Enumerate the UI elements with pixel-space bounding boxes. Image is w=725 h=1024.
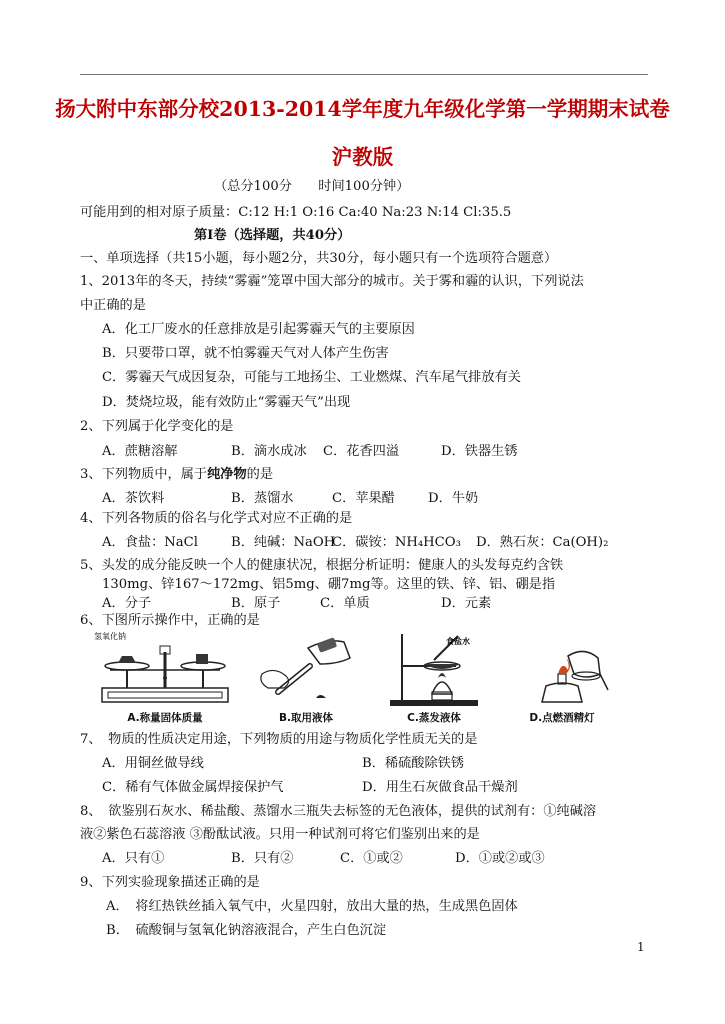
fig-a-caption: A.称量固体质量 [127, 712, 203, 724]
fig-d-caption: D.点燃酒精灯 [529, 712, 595, 724]
q3-option-c: C．苹果醋 [332, 491, 395, 506]
q2-option-b: B．滴水成冰 [231, 444, 307, 459]
q2-stem: 2、下列属于化学变化的是 [80, 419, 234, 434]
q7-option-a: A．用铜丝做导线 [102, 756, 204, 771]
q5-stem-line1: 5、头发的成分能反映一个人的健康状况，根据分析证明：健康人的头发每克约含铁 [80, 558, 564, 573]
section-instructions: 一、单项选择（共15小题，每小题2分，共30分，每小题只有一个选项符合题意） [80, 251, 558, 266]
q3-option-d: D．牛奶 [428, 491, 479, 506]
exam-subtitle: 沪教版 [331, 145, 394, 169]
fig-c-label: 食盐水 [446, 637, 470, 646]
q3-stem [80, 466, 273, 484]
q3-stem-pre: 3、下列物质中，属于 [80, 467, 208, 482]
q4-option-d: D．熟石灰：Ca(OH)₂ [476, 535, 609, 550]
q1-option-b: B．只要带口罩，就不怕雾霾天气对人体产生伤害 [102, 346, 389, 361]
q8-option-a: A．只有① [102, 851, 165, 866]
q3-stem-post: 的是 [246, 467, 274, 482]
q1-option-c: C．雾霾天气成因复杂，可能与工地扬尘、工业燃煤、汽车尾气排放有关 [102, 370, 521, 385]
q7-option-b: B．稀硫酸除铁锈 [362, 756, 465, 771]
figure-a-balance [92, 630, 238, 725]
q8-stem-line1: 8、 欲鉴别石灰水、稀盐酸、蒸馏水三瓶失去标签的无色液体，提供的试剂有：①纯碱溶 [80, 804, 597, 819]
q9-option-a: A． 将红热铁丝插入氧气中，火星四射，放出大量的热，生成黑色固体 [106, 899, 518, 914]
q1-stem-line2: 中正确的是 [80, 298, 146, 313]
fig-a-label: 氢氧化钠 [94, 632, 126, 641]
exam-title: 扬大附中东部分校2013-2014学年度九年级化学第一学期期末试卷 [55, 97, 670, 121]
q5-stem-line2: 130mg、锌167～172mg、铝5mg、硼7mg等。这里的铁、锌、铝、硼是指 [102, 577, 556, 592]
q8-option-c: C．①或② [340, 851, 403, 866]
q1-option-d: D．焚烧垃圾，能有效防止“雾霾天气”出现 [102, 395, 351, 410]
q6-stem: 6、下图所示操作中，正确的是 [80, 613, 260, 628]
q2-option-c: C．花香四溢 [323, 444, 400, 459]
q1-option-a: A．化工厂废水的任意排放是引起雾霾天气的主要原因 [102, 322, 415, 337]
q5-option-b: B．原子 [231, 596, 281, 611]
figure-c-evaporation [374, 630, 494, 725]
evaporation-illustration [374, 630, 494, 710]
fig-c-caption: C.蒸发液体 [407, 712, 461, 724]
pour-liquid-illustration [248, 630, 364, 710]
q5-option-a: A．分子 [102, 596, 152, 611]
alcohol-lamp-illustration [502, 630, 622, 710]
q2-option-d: D．铁器生锈 [441, 444, 518, 459]
q5-option-d: D．元素 [441, 596, 492, 611]
q4-option-b: B．纯碱：NaOH [231, 535, 336, 550]
figure-b-pour-liquid [248, 630, 364, 725]
q3-option-b: B．蒸馏水 [231, 491, 294, 506]
q3-option-a: A．茶饮料 [102, 491, 165, 506]
q4-option-a: A．食盐：NaCl [102, 535, 198, 550]
balance-illustration [92, 630, 238, 710]
q8-option-d: D．①或②或③ [455, 851, 545, 866]
q8-option-b: B．只有② [231, 851, 294, 866]
q4-stem: 4、下列各物质的俗名与化学式对应不正确的是 [80, 511, 353, 526]
header-rule [80, 74, 648, 75]
q1-stem-line1: 1、2013年的冬天，持续“雾霾”笼罩中国大部分的城市。关于雾和霾的认识，下列说法 [80, 274, 584, 289]
q7-option-c: C．稀有气体做金属焊接保护气 [102, 780, 284, 795]
q9-stem: 9、下列实验现象描述正确的是 [80, 875, 260, 890]
fig-b-caption: B.取用液体 [279, 712, 333, 724]
atomic-mass-line: 可能用到的相对原子质量：C:12 H:1 O:16 Ca:40 Na:23 N:14 Cl:35.5 [80, 205, 512, 220]
time-info: （总分100分 时间100分钟） [214, 179, 410, 194]
q9-option-b: B． 硫酸铜与氢氧化钠溶液混合，产生白色沉淀 [106, 923, 387, 938]
q7-stem: 7、 物质的性质决定用途，下列物质的用途与物质化学性质无关的是 [80, 732, 478, 747]
q8-stem-line2: 液②紫色石蕊溶液 ③酚酞试液。只用一种试剂可将它们鉴别出来的是 [80, 827, 480, 842]
q4-option-c: C．碳铵：NH₄HCO₃ [332, 535, 461, 550]
figure-d-alcohol-lamp [502, 630, 622, 725]
q5-option-c: C．单质 [320, 596, 370, 611]
q2-option-a: A．蔗糖溶解 [102, 444, 178, 459]
q3-stem-keyword: 纯净物 [207, 467, 247, 482]
page-number: 1 [637, 940, 645, 954]
q7-option-d: D．用生石灰做食品干燥剂 [362, 780, 518, 795]
section-title: 第Ⅰ卷（选择题，共40分） [194, 228, 351, 243]
